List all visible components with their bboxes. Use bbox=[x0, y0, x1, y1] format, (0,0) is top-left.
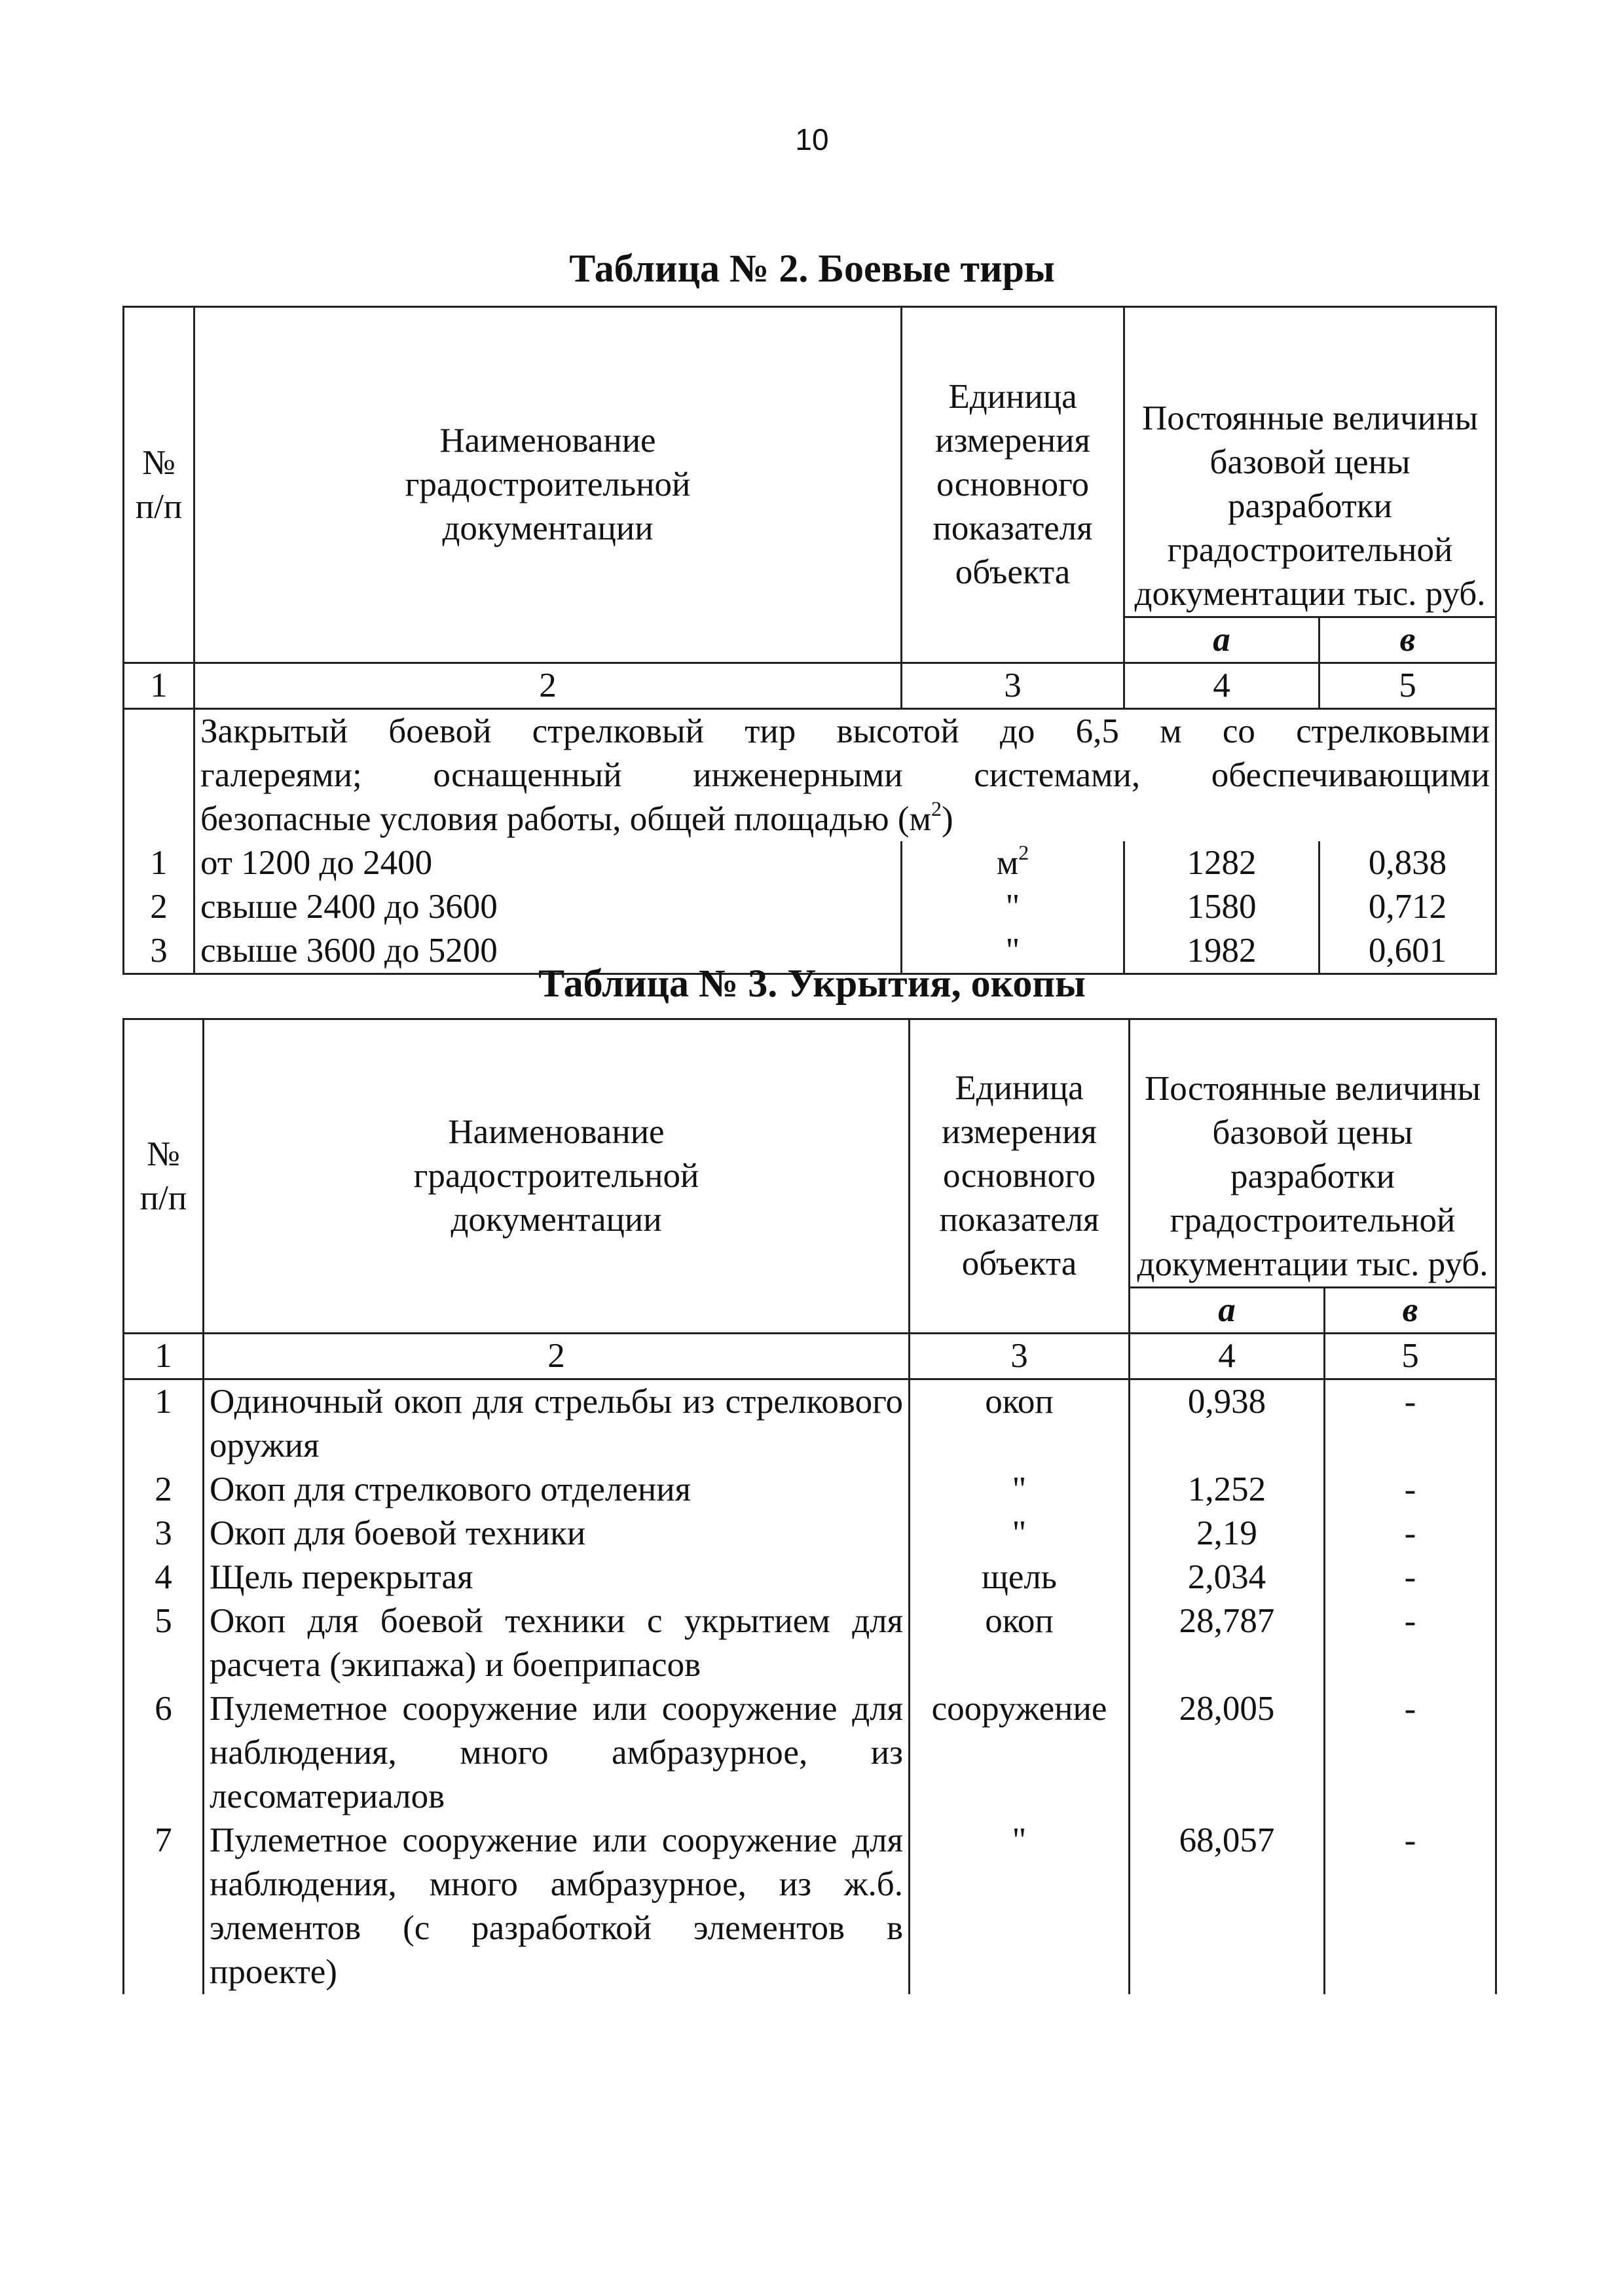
row-name: Окоп для боевой техники с укрытием для расчета (экипажа) и боеприпасов bbox=[204, 1599, 910, 1687]
group-label-end: ) bbox=[942, 800, 953, 838]
row-unit: окоп bbox=[910, 1379, 1130, 1468]
header-num: № п/п bbox=[124, 1019, 204, 1334]
row-unit-text: " bbox=[1005, 888, 1020, 926]
table-2 bbox=[122, 306, 1497, 975]
row-value-b: 0,601 bbox=[1320, 929, 1496, 974]
table-3-title: Таблица № 3. Укрытия, окопы bbox=[538, 962, 1086, 1005]
group-label-sup: 2 bbox=[931, 797, 942, 820]
row-unit: щель bbox=[910, 1556, 1130, 1599]
row-value-a: 0,938 bbox=[1130, 1379, 1325, 1468]
header-price: Постоянные величины базовой цены разработки градостроительной документации тыс. руб. bbox=[1130, 1019, 1496, 1288]
row-value-a: 1580 bbox=[1124, 885, 1320, 929]
col-number-1: 1 bbox=[124, 1334, 204, 1379]
row-value-b: - bbox=[1325, 1379, 1496, 1468]
row-unit: окоп bbox=[910, 1599, 1130, 1687]
row-num: 2 bbox=[124, 1468, 204, 1512]
header-col-b: в bbox=[1325, 1288, 1496, 1334]
header-col-b: в bbox=[1320, 617, 1496, 663]
row-unit-text: " bbox=[1005, 932, 1020, 970]
row-value-b: - bbox=[1325, 1819, 1496, 1994]
col-number-1: 1 bbox=[124, 663, 194, 709]
col-number-2: 2 bbox=[194, 663, 902, 709]
row-num: 3 bbox=[124, 929, 194, 974]
row-unit: " bbox=[910, 1819, 1130, 1994]
row-value-b: - bbox=[1325, 1599, 1496, 1687]
row-value-a: 1982 bbox=[1124, 929, 1320, 974]
row-num: 6 bbox=[124, 1687, 204, 1819]
row-num: 1 bbox=[124, 1379, 204, 1468]
header-name: Наименование градостроительной документации bbox=[194, 307, 902, 663]
group-num-cell bbox=[124, 709, 194, 842]
row-name: Окоп для стрелкового отделения bbox=[204, 1468, 910, 1512]
header-col-a: а bbox=[1124, 617, 1320, 663]
row-value-b: 0,712 bbox=[1320, 885, 1496, 929]
row-value-b: 0,838 bbox=[1320, 841, 1496, 885]
col-number-5: 5 bbox=[1320, 663, 1496, 709]
row-num: 1 bbox=[124, 841, 194, 885]
row-unit-text: м bbox=[996, 844, 1019, 882]
row-name: свыше 3600 до 5200 bbox=[194, 929, 902, 974]
table-2-title: Таблица № 2. Боевые тиры bbox=[569, 247, 1055, 290]
col-number-5: 5 bbox=[1325, 1334, 1496, 1379]
header-name: Наименование градостроительной документации bbox=[204, 1019, 910, 1334]
row-unit bbox=[902, 841, 1124, 885]
row-value-a: 68,057 bbox=[1130, 1819, 1325, 1994]
table-3 bbox=[122, 1018, 1497, 1994]
row-num: 2 bbox=[124, 885, 194, 929]
row-num: 3 bbox=[124, 1512, 204, 1556]
row-num: 5 bbox=[124, 1599, 204, 1687]
row-name: Окоп для боевой техники bbox=[204, 1512, 910, 1556]
row-name: Одиночный окоп для стрельбы из стрелкового оружия bbox=[204, 1379, 910, 1468]
row-unit: " bbox=[910, 1512, 1130, 1556]
row-num: 4 bbox=[124, 1556, 204, 1599]
row-name: Пулеметное сооружение или сооружение для наблюдения, много амбразурное, из лесоматериалов bbox=[204, 1687, 910, 1819]
row-value-b: - bbox=[1325, 1468, 1496, 1512]
row-value-b: - bbox=[1325, 1512, 1496, 1556]
col-number-2: 2 bbox=[204, 1334, 910, 1379]
col-number-4: 4 bbox=[1124, 663, 1320, 709]
row-value-a: 2,19 bbox=[1130, 1512, 1325, 1556]
group-label-line-3 bbox=[200, 797, 1490, 841]
row-name: свыше 2400 до 3600 bbox=[194, 885, 902, 929]
header-col-a: а bbox=[1130, 1288, 1325, 1334]
row-value-b: - bbox=[1325, 1687, 1496, 1819]
row-value-a: 1,252 bbox=[1130, 1468, 1325, 1512]
group-label-line-2: галереями; оснащенный инженерными системами, обеспечивающими bbox=[200, 756, 1490, 794]
header-price: Постоянные величины базовой цены разработки градостроительной документации тыс. руб. bbox=[1124, 307, 1496, 617]
col-number-3: 3 bbox=[910, 1334, 1130, 1379]
group-label-line-3-text: безопасные условия работы, общей площадью (м bbox=[200, 800, 932, 838]
row-unit: сооружение bbox=[910, 1687, 1130, 1819]
row-name: Щель перекрытая bbox=[204, 1556, 910, 1599]
header-unit: Единица измерения основного показателя объекта bbox=[902, 307, 1124, 663]
row-name: от 1200 до 2400 bbox=[194, 841, 902, 885]
row-value-a: 1282 bbox=[1124, 841, 1320, 885]
group-label-line-1: Закрытый боевой стрелковый тир высотой до 6,5 м со стрелковыми bbox=[200, 712, 1490, 750]
row-name: Пулеметное сооружение или сооружение для наблюдения, много амбразурное, из ж.б. элементов (с разработкой элементов в проекте) bbox=[204, 1819, 910, 1994]
col-number-4: 4 bbox=[1130, 1334, 1325, 1379]
row-unit-sup: 2 bbox=[1018, 841, 1029, 864]
row-unit: " bbox=[910, 1468, 1130, 1512]
row-unit bbox=[902, 885, 1124, 929]
row-value-a: 2,034 bbox=[1130, 1556, 1325, 1599]
row-value-a: 28,005 bbox=[1130, 1687, 1325, 1819]
header-num: № п/п bbox=[124, 307, 194, 663]
page-number: 10 bbox=[795, 122, 829, 156]
header-unit: Единица измерения основного показателя объекта bbox=[910, 1019, 1130, 1334]
col-number-3: 3 bbox=[902, 663, 1124, 709]
row-value-a: 28,787 bbox=[1130, 1599, 1325, 1687]
group-label bbox=[194, 709, 1496, 842]
row-value-b: - bbox=[1325, 1556, 1496, 1599]
row-num: 7 bbox=[124, 1819, 204, 1994]
